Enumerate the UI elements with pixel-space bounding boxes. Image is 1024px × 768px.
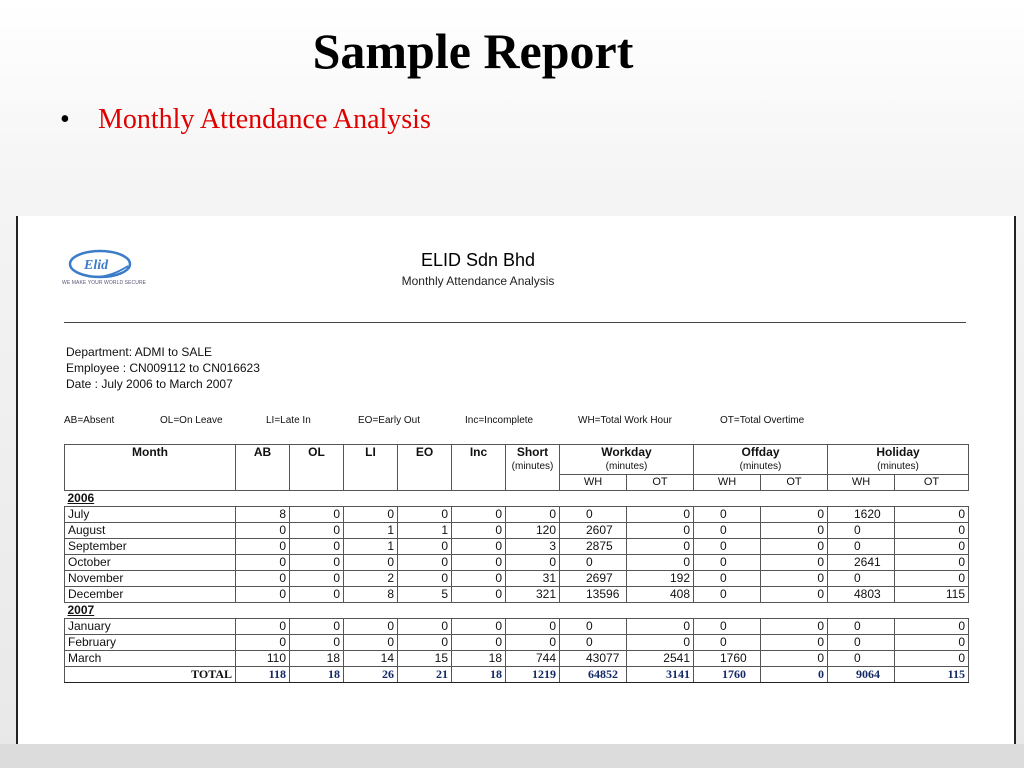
col-li: LI: [344, 445, 398, 491]
col-workday-unit: (minutes): [605, 461, 648, 472]
cell-od-ot: 0: [761, 555, 828, 571]
cell-od-wh: 0: [694, 539, 761, 555]
cell-li: 0: [344, 507, 398, 523]
cell-ab: 0: [236, 587, 290, 603]
cell-li: 0: [344, 555, 398, 571]
cell-od-wh: 0: [694, 571, 761, 587]
col-workday-label: Workday: [601, 445, 652, 459]
table-body: [65, 491, 969, 683]
cell-ab: 0: [236, 635, 290, 651]
attendance-table: [64, 444, 969, 683]
cell-od-ot: 0: [761, 587, 828, 603]
cell-eo: 1: [398, 523, 452, 539]
cell-li: 14: [344, 651, 398, 667]
cell-hd-wh: 0: [828, 523, 895, 539]
cell-ab: 0: [236, 555, 290, 571]
cell-eo: 5: [398, 587, 452, 603]
table-row: [65, 523, 969, 539]
employee-range: Employee : CN009112 to CN016623: [66, 361, 260, 375]
col-short: [506, 445, 560, 491]
cell-ol: 0: [290, 555, 344, 571]
cell-inc: 0: [452, 539, 506, 555]
cell-od-wh: 0: [694, 523, 761, 539]
cell-wd-ot: 2541: [627, 651, 694, 667]
cell-eo: 0: [398, 507, 452, 523]
report-subtitle: Monthly Attendance Analysis: [401, 274, 555, 288]
year-label: 2007: [65, 603, 969, 619]
cell-hd-ot: 0: [895, 619, 969, 635]
total-inc: 18: [452, 667, 506, 683]
col-offday-label: Offday: [741, 445, 780, 459]
col-offday-ot: OT: [761, 475, 828, 491]
cell-li: 1: [344, 523, 398, 539]
cell-hd-wh: 0: [828, 571, 895, 587]
cell-li: 8: [344, 587, 398, 603]
legend-incomplete: Inc=Incomplete: [465, 415, 534, 426]
bullet-text: Monthly Attendance Analysis: [98, 104, 431, 135]
cell-od-wh: 0: [694, 635, 761, 651]
legend-on-leave: OL=On Leave: [160, 415, 223, 426]
cell-ol: 0: [290, 539, 344, 555]
cell-wd-wh: 2875: [560, 539, 627, 555]
cell-inc: 0: [452, 555, 506, 571]
total-ol: 18: [290, 667, 344, 683]
bullet-dot: •: [60, 104, 70, 135]
legend-late-in: LI=Late In: [266, 415, 311, 426]
cell-li: 2: [344, 571, 398, 587]
cell-hd-wh: 2641: [828, 555, 895, 571]
logo-tagline: WE MAKE YOUR WORLD SECURE: [62, 280, 147, 286]
cell-od-wh: 0: [694, 507, 761, 523]
cell-od-ot: 0: [761, 651, 828, 667]
cell-short: 0: [506, 619, 560, 635]
total-row: [65, 667, 969, 683]
cell-inc: 0: [452, 523, 506, 539]
company-name: ELID Sdn Bhd: [420, 250, 536, 270]
cell-hd-ot: 0: [895, 539, 969, 555]
total-li: 26: [344, 667, 398, 683]
cell-hd-wh: 0: [828, 635, 895, 651]
cell-wd-ot: 0: [627, 507, 694, 523]
col-workday-wh: WH: [560, 475, 627, 491]
total-od-wh: 1760: [694, 667, 761, 683]
year-group-row: [65, 491, 969, 507]
cell-wd-wh: 0: [560, 619, 627, 635]
cell-wd-ot: 192: [627, 571, 694, 587]
cell-inc: 0: [452, 635, 506, 651]
col-eo: EO: [398, 445, 452, 491]
col-offday: [694, 445, 828, 475]
col-workday: [560, 445, 694, 475]
cell-wd-ot: 0: [627, 523, 694, 539]
cell-short: 0: [506, 635, 560, 651]
total-od-ot: 0: [761, 667, 828, 683]
cell-short: 0: [506, 507, 560, 523]
cell-wd-wh: 2697: [560, 571, 627, 587]
slide-title: Sample Report: [312, 23, 634, 79]
cell-ab: 0: [236, 619, 290, 635]
cell-hd-ot: 0: [895, 507, 969, 523]
table-row: [65, 571, 969, 587]
month-cell: March: [65, 651, 236, 667]
table-row: [65, 635, 969, 651]
table-row: [65, 555, 969, 571]
cell-hd-wh: 0: [828, 539, 895, 555]
cell-wd-wh: 13596: [560, 587, 627, 603]
logo-text: Elid: [84, 258, 109, 273]
month-cell: December: [65, 587, 236, 603]
cell-od-ot: 0: [761, 619, 828, 635]
cell-ab: 0: [236, 539, 290, 555]
month-cell: September: [65, 539, 236, 555]
cell-wd-wh: 0: [560, 507, 627, 523]
cell-od-wh: 0: [694, 555, 761, 571]
cell-ol: 0: [290, 619, 344, 635]
department-range: Department: ADMI to SALE: [66, 345, 213, 359]
col-holiday-unit: (minutes): [877, 461, 919, 472]
total-label: TOTAL: [65, 667, 236, 683]
cell-ab: 0: [236, 571, 290, 587]
cell-eo: 0: [398, 555, 452, 571]
month-cell: August: [65, 523, 236, 539]
cell-hd-wh: 1620: [828, 507, 895, 523]
legend-overtime: OT=Total Overtime: [720, 415, 805, 426]
cell-eo: 0: [398, 619, 452, 635]
cell-ol: 0: [290, 635, 344, 651]
cell-od-ot: 0: [761, 507, 828, 523]
year-label: 2006: [65, 491, 969, 507]
cell-eo: 0: [398, 539, 452, 555]
cell-od-ot: 0: [761, 571, 828, 587]
cell-hd-ot: 0: [895, 523, 969, 539]
cell-od-ot: 0: [761, 635, 828, 651]
cell-short: 321: [506, 587, 560, 603]
cell-ab: 0: [236, 523, 290, 539]
cell-inc: 0: [452, 571, 506, 587]
total-hd-ot: 115: [895, 667, 969, 683]
col-holiday-wh: WH: [828, 475, 895, 491]
table-row: [65, 507, 969, 523]
total-hd-wh: 9064: [828, 667, 895, 683]
col-ol: OL: [290, 445, 344, 491]
report-filters: [66, 344, 260, 392]
col-workday-ot: OT: [627, 475, 694, 491]
cell-short: 3: [506, 539, 560, 555]
cell-inc: 18: [452, 651, 506, 667]
cell-wd-ot: 0: [627, 619, 694, 635]
col-short-unit: (minutes): [511, 461, 554, 472]
cell-li: 1: [344, 539, 398, 555]
col-holiday-ot: OT: [895, 475, 969, 491]
cell-wd-ot: 408: [627, 587, 694, 603]
total-wd-ot: 3141: [627, 667, 694, 683]
cell-eo: 0: [398, 571, 452, 587]
col-short-label: Short: [516, 445, 549, 459]
legend-work-hour: WH=Total Work Hour: [578, 415, 673, 426]
cell-od-ot: 0: [761, 539, 828, 555]
cell-inc: 0: [452, 587, 506, 603]
col-inc: Inc: [452, 445, 506, 491]
cell-wd-ot: 0: [627, 635, 694, 651]
month-cell: October: [65, 555, 236, 571]
cell-wd-wh: 2607: [560, 523, 627, 539]
table-row: [65, 619, 969, 635]
cell-hd-ot: 0: [895, 571, 969, 587]
cell-wd-ot: 0: [627, 539, 694, 555]
cell-wd-ot: 0: [627, 555, 694, 571]
cell-od-ot: 0: [761, 523, 828, 539]
cell-ol: 18: [290, 651, 344, 667]
month-cell: February: [65, 635, 236, 651]
legend-early-out: EO=Early Out: [358, 415, 420, 426]
cell-od-wh: 0: [694, 619, 761, 635]
table-row: [65, 539, 969, 555]
cell-hd-ot: 115: [895, 587, 969, 603]
year-group-row: [65, 603, 969, 619]
cell-short: 120: [506, 523, 560, 539]
cell-hd-ot: 0: [895, 635, 969, 651]
cell-li: 0: [344, 619, 398, 635]
total-short: 1219: [506, 667, 560, 683]
col-ab: AB: [236, 445, 290, 491]
cell-hd-wh: 0: [828, 619, 895, 635]
cell-li: 0: [344, 635, 398, 651]
total-wd-wh: 64852: [560, 667, 627, 683]
bullet-item: [60, 104, 431, 136]
cell-ol: 0: [290, 523, 344, 539]
month-cell: November: [65, 571, 236, 587]
report-panel: [16, 216, 1016, 744]
table-header-row: [65, 445, 969, 475]
total-eo: 21: [398, 667, 452, 683]
col-holiday: [828, 445, 969, 475]
month-cell: January: [65, 619, 236, 635]
cell-ab: 110: [236, 651, 290, 667]
cell-wd-wh: 43077: [560, 651, 627, 667]
cell-hd-ot: 0: [895, 651, 969, 667]
col-offday-wh: WH: [694, 475, 761, 491]
cell-hd-wh: 4803: [828, 587, 895, 603]
cell-short: 31: [506, 571, 560, 587]
cell-eo: 15: [398, 651, 452, 667]
cell-ab: 8: [236, 507, 290, 523]
total-ab: 118: [236, 667, 290, 683]
legend-absent: AB=Absent: [64, 415, 115, 426]
cell-inc: 0: [452, 619, 506, 635]
col-month: Month: [65, 445, 236, 491]
cell-ol: 0: [290, 571, 344, 587]
table-row: [65, 651, 969, 667]
cell-od-wh: 0: [694, 587, 761, 603]
cell-short: 744: [506, 651, 560, 667]
date-range: Date : July 2006 to March 2007: [66, 377, 233, 391]
cell-ol: 0: [290, 587, 344, 603]
cell-hd-wh: 0: [828, 651, 895, 667]
cell-hd-ot: 0: [895, 555, 969, 571]
slide-footer-band: [0, 744, 1024, 768]
header-divider: [64, 322, 966, 323]
cell-eo: 0: [398, 635, 452, 651]
col-holiday-label: Holiday: [876, 445, 920, 459]
table-row: [65, 587, 969, 603]
cell-short: 0: [506, 555, 560, 571]
cell-wd-wh: 0: [560, 555, 627, 571]
cell-ol: 0: [290, 507, 344, 523]
cell-inc: 0: [452, 507, 506, 523]
cell-wd-wh: 0: [560, 635, 627, 651]
col-offday-unit: (minutes): [739, 461, 782, 472]
cell-od-wh: 1760: [694, 651, 761, 667]
month-cell: July: [65, 507, 236, 523]
